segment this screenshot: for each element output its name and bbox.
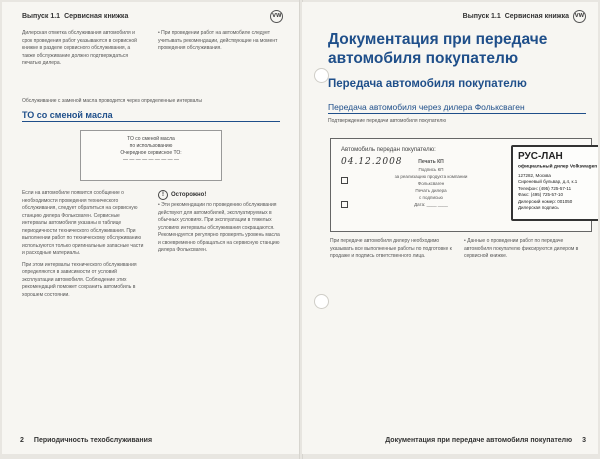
right-page-number: 3 — [582, 437, 586, 444]
stamp-line: Сиреневый бульвар, д.4, к.1 — [518, 179, 578, 185]
form-box-line: Печать дилера — [415, 188, 447, 193]
form-checkbox — [341, 201, 348, 208]
left-header-section: Сервисная книжка — [64, 13, 129, 20]
form-checkbox — [341, 177, 348, 184]
right-col1 — [330, 238, 454, 265]
section-heading: Передача автомобиля покупателю — [328, 78, 527, 90]
right-footer-title: Документация при передаче автомобиля покупателю — [385, 437, 573, 444]
left-col1-top — [22, 30, 144, 72]
stamp-line: Дилерская подпись — [518, 205, 559, 211]
form-box-line: Фольксваген — [417, 181, 445, 186]
punch-hole — [314, 294, 329, 309]
vw-logo-icon: VW — [270, 10, 283, 23]
stamp-line: 127282, Москва — [518, 172, 551, 178]
sticker-line: ТО со сменой масла — [127, 136, 175, 142]
left-col1-top-text: Дилерская отметка обслуживания автомобиля и срок проведения работ указываются в сервисной книжке в разделе сервисного обслуживания, а также обслуживание должно подтверждаться печатью дилера. — [22, 30, 137, 66]
left-col1-body — [22, 190, 146, 303]
form-box-line: Подпись КП — [418, 167, 444, 172]
form-box-label: Печать КП — [418, 159, 444, 165]
stamp-subtitle-text: официальный дилер Volkswagen — [518, 164, 598, 170]
right-col2-text: • Данные о проведении работ по передаче автомобиля покупателю фиксируются дилером в сервисной книжке. — [464, 238, 588, 261]
warning-icon: ! — [158, 190, 168, 200]
form-box-line: с подписью — [419, 195, 443, 200]
right-header-section: Сервисная книжка — [504, 13, 569, 20]
page-title: Документация при передаче автомобиля покупателю — [328, 31, 548, 67]
left-col1-body-text2: При этом интервалы технического обслуживания определяются в зависимости от условий эксплуатации автомобиля. Соблюдение этих рекомендаций поможет сохранить автомобиль в хорошем состоянии. — [22, 261, 137, 298]
stamp-line: Телефон: (495) 725-57-11 — [518, 185, 572, 191]
punch-hole — [314, 68, 329, 83]
warning-title: Осторожно! — [171, 192, 207, 198]
left-col2-top-text: • При проведении работ на автомобиле следует учитывать рекомендации, действующие на момент проведения обслуживания. — [158, 30, 282, 53]
stamp-line: Факс: (495) 725-57-10 — [518, 192, 563, 198]
right-col2 — [464, 238, 588, 265]
left-header — [22, 10, 283, 23]
stamp-line: Дилерский номер: 001050 — [518, 198, 573, 204]
form-signature-block — [383, 159, 479, 208]
form-box-line: Дата: ____ ____ — [414, 202, 448, 207]
vw-logo-icon: VW — [573, 10, 586, 23]
handwritten-date: 04.12.2008 — [341, 157, 403, 167]
right-col1-text: При передаче автомобиля дилеру необходимо указывать все выполненные работы по подготовке к продаже и подпись ответственного лица. — [330, 238, 452, 259]
sticker-line: — — — — — — — — — — [122, 157, 180, 163]
warning-body — [158, 202, 282, 259]
left-header-issue: Выпуск 1.1 — [22, 13, 61, 20]
right-footer — [385, 437, 586, 444]
warning-heading — [158, 190, 206, 200]
form-caption: Подтверждение передачи автомобиля покупателю — [328, 118, 447, 124]
handover-form — [330, 138, 598, 232]
right-header — [463, 10, 586, 23]
left-sub-caption: Обслуживание с заменой масла проводится через определенные интервалы — [22, 98, 202, 104]
service-sticker — [80, 130, 222, 181]
warning-text: • Эти рекомендации по проведению обслуживания действуют для автомобилей, эксплуатируемых в обычных условиях. При эксплуатации в тяжелых условиях интервалы обслуживания сокращаются. Рекомендуется регулярно проверять уровень масла и своевременно обращаться на сервисную станцию дилера Фольксваген. — [158, 202, 282, 255]
dealer-stamp — [511, 145, 598, 221]
left-page-number: 2 — [20, 437, 24, 444]
right-header-issue: Выпуск 1.1 — [462, 13, 501, 20]
left-footer-title: Периодичность техобслуживания — [33, 437, 153, 444]
left-col1-body-text: Если на автомобиле появится сообщение о необходимости проведения технического обслуживания, следует обратиться на сервисную станцию дилера Фольксваген. Сервисные интервалы автомобиля указаны в таблице периодичности технического обслуживания. При выполнении работ по техническому обслуживанию используются только оригинальные запасные части и расходные материалы. — [22, 190, 144, 256]
sticker-line: Очередное сервисное ТО: — [120, 150, 182, 156]
left-footer — [20, 437, 152, 444]
stamp-dealer-name: РУС-ЛАН — [518, 151, 563, 162]
left-page — [2, 2, 300, 454]
form-label: Автомобиль передан покупателю: — [341, 147, 436, 153]
left-col2-top — [158, 30, 282, 57]
left-sub-title: ТО со сменой масла — [22, 110, 280, 122]
subsection-heading: Передача автомобиля через дилера Фольксваген — [328, 102, 586, 114]
sticker-line: по использованию — [129, 143, 173, 149]
form-box-line: за реализацию продукта компании — [394, 174, 468, 179]
stamp-subtitle — [518, 162, 598, 171]
right-page — [302, 2, 598, 454]
